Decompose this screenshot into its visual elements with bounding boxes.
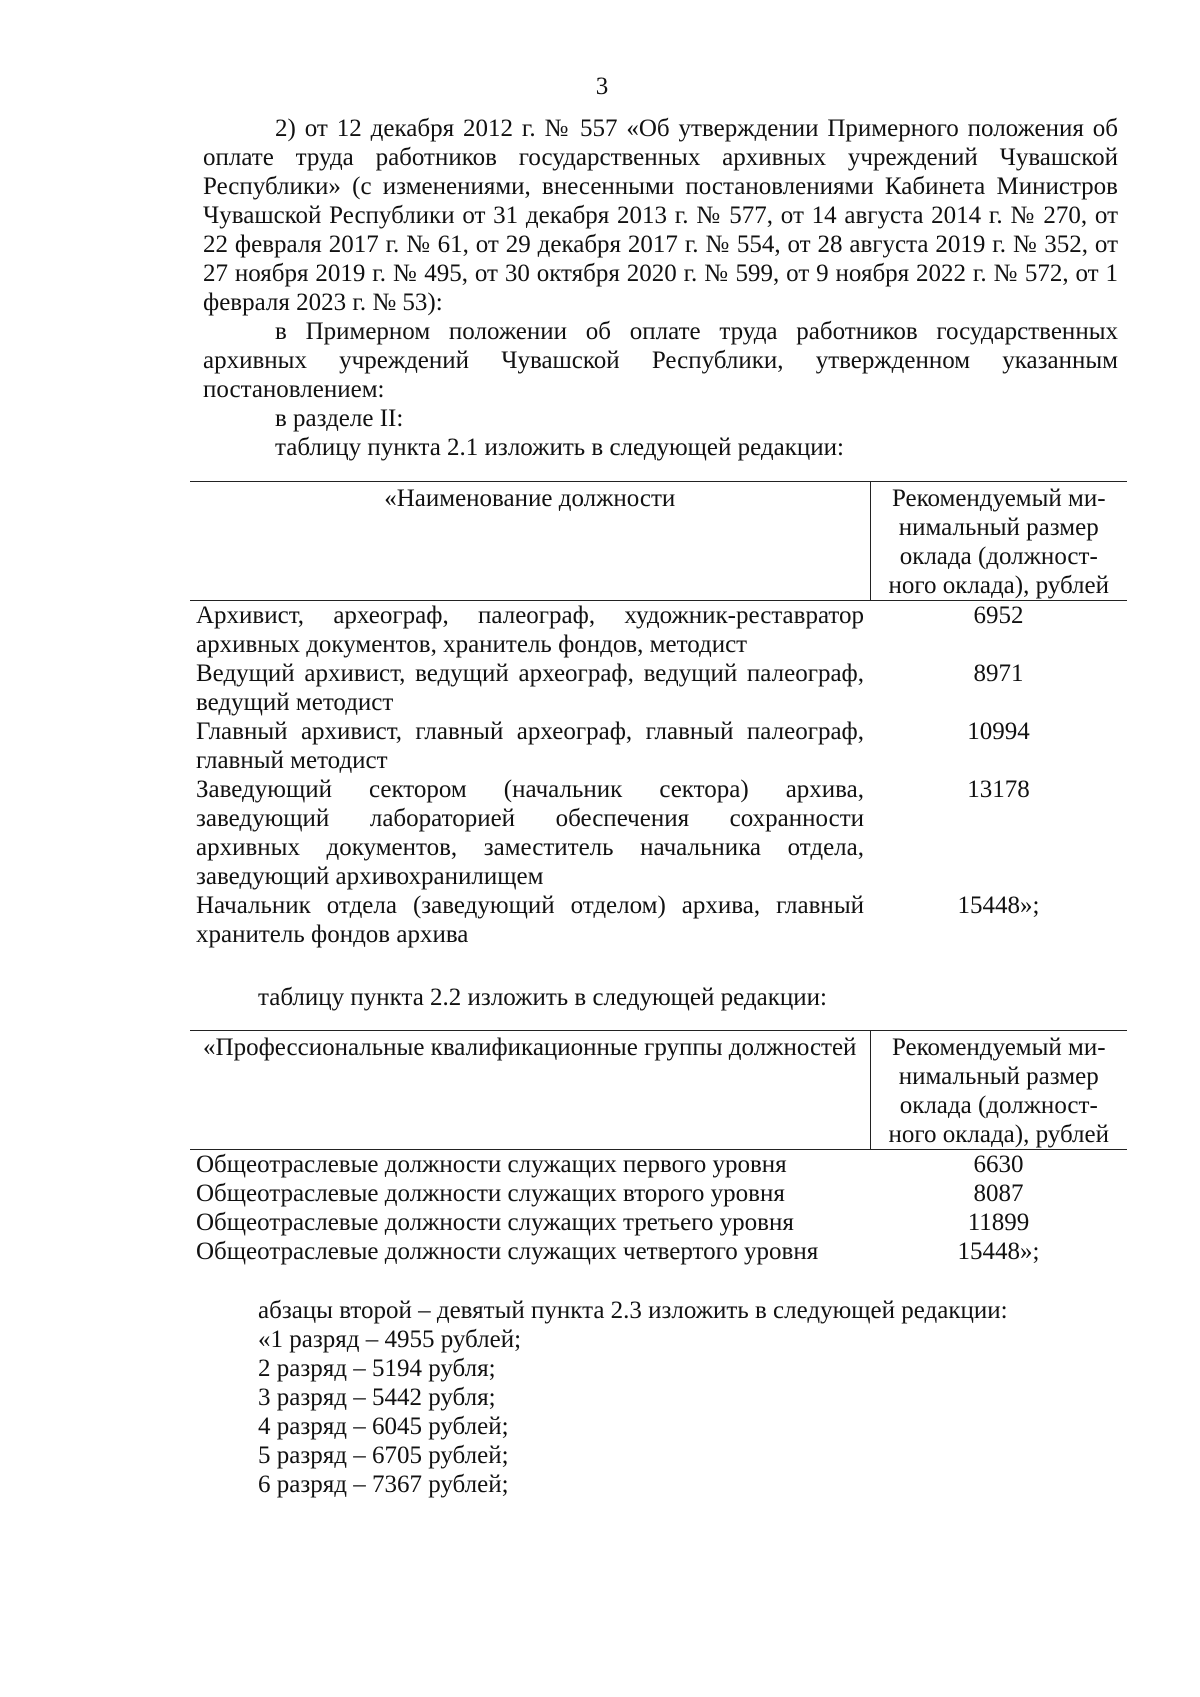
- position-name-cell: Заведующий сектором (начальник сектора) архива, заведующий лабораторией обеспечения сохранности архивных документов, заместитель начальника отдела, заведующий архивохранилищем: [196, 776, 864, 890]
- table-row: [190, 601, 1127, 660]
- position-name-cell: Общеотраслевые должности служащих второго уровня: [196, 1180, 785, 1207]
- salary-table-qualification-groups: [190, 1030, 1127, 1266]
- salary-value-cell: 8971: [973, 660, 1024, 687]
- intro-paragraph-regulation: в Примерном положении об оплате труда работников государственных архивных учреждений Чувашской Республики, утвержденном указанным постановлением:: [203, 318, 1118, 403]
- salary-value-cell: 8087: [973, 1180, 1024, 1207]
- position-name-cell: Ведущий архивист, ведущий археограф, ведущий палеограф, ведущий методист: [196, 660, 864, 716]
- table-header-row: [190, 482, 1127, 601]
- salary-value-cell: 6952: [973, 602, 1024, 629]
- table-row: [190, 775, 1127, 891]
- header-position-name: «Наименование должности: [190, 482, 870, 601]
- grade-list: [203, 1296, 1118, 1499]
- table-row: [190, 891, 1127, 949]
- position-name-cell: Общеотраслевые должности служащих первого уровня: [196, 1151, 787, 1178]
- position-name-cell: Главный архивист, главный археограф, главный палеограф, главный методист: [196, 718, 864, 774]
- salary-value-cell: 15448»;: [957, 892, 1040, 919]
- table-row: [190, 717, 1127, 775]
- salary-table-positions: [190, 481, 1127, 949]
- table-row: [190, 1237, 1127, 1266]
- salary-value-cell: 6630: [973, 1151, 1024, 1178]
- table-body: [190, 601, 1127, 950]
- salary-value-cell: 13178: [967, 776, 1030, 803]
- intro-paragraph-section: в разделе II:: [275, 405, 404, 432]
- intro-paragraph-decree: 2) от 12 декабря 2012 г. № 557 «Об утверждении Примерного положения об оплате труда работников государственных архивных учреждений Чувашской Республики» (с изменениями, внесенными постановлениями Кабинета Министров Чувашской Республики от 31 декабря 2013 г. № 577, от 14 августа 2014 г. № 270, от 22 февраля 2017 г. № 61, от 29 декабря 2017 г. № 554, от 28 августа 2019 г. № 352, от 27 ноября 2019 г. № 495, от 30 октября 2020 г. № 599, от 9 ноября 2022 г. № 572, от 1 февраля 2023 г. № 53):: [203, 115, 1118, 316]
- grade-items: [258, 1325, 1118, 1499]
- grade-item: 3 разряд – 5442 рубля;: [258, 1384, 496, 1411]
- grade-item: 6 разряд – 7367 рублей;: [258, 1471, 509, 1498]
- salary-value-cell: 15448»;: [957, 1238, 1040, 1265]
- document-body: [196, 114, 1118, 1499]
- page-number: 3: [595, 73, 609, 100]
- header-recommended-salary: Рекомендуемый ми- нимальный размер оклада (должност- ного оклада), рублей: [870, 1031, 1127, 1150]
- position-name-cell: Начальник отдела (заведующий отделом) архива, главный хранитель фондов архива: [196, 892, 864, 948]
- grade-list-intro: абзацы второй – девятый пункта 2.3 изложить в следующей редакции:: [258, 1297, 1008, 1324]
- grade-item: «1 разряд – 4955 рублей;: [258, 1326, 522, 1353]
- table-row: [190, 1179, 1127, 1208]
- salary-value-cell: 10994: [967, 718, 1030, 745]
- intro-paragraph-table-ref: таблицу пункта 2.1 изложить в следующей редакции:: [275, 434, 844, 461]
- header-qualification-group: «Профессиональные квалификационные группы должностей: [190, 1031, 870, 1150]
- grade-item: 2 разряд – 5194 рубля;: [258, 1355, 496, 1382]
- position-name-cell: Общеотраслевые должности служащих четвертого уровня: [196, 1238, 819, 1265]
- table-row: [190, 1208, 1127, 1237]
- position-name-cell: Общеотраслевые должности служащих третьего уровня: [196, 1209, 794, 1236]
- table-body: [190, 1150, 1127, 1267]
- grade-item: 4 разряд – 6045 рублей;: [258, 1413, 509, 1440]
- grade-item: 5 разряд – 6705 рублей;: [258, 1442, 509, 1469]
- header-recommended-salary: Рекомендуемый ми- нимальный размер оклада (должност- ного оклада), рублей: [870, 482, 1127, 601]
- between-tables-paragraph: таблицу пункта 2.2 изложить в следующей редакции:: [258, 984, 827, 1011]
- table-row: [190, 1150, 1127, 1180]
- salary-value-cell: 11899: [967, 1209, 1030, 1236]
- table-header-row: [190, 1031, 1127, 1150]
- position-name-cell: Архивист, археограф, палеограф, художник-реставратор архивных документов, хранитель фондов, методист: [196, 602, 864, 658]
- table-row: [190, 659, 1127, 717]
